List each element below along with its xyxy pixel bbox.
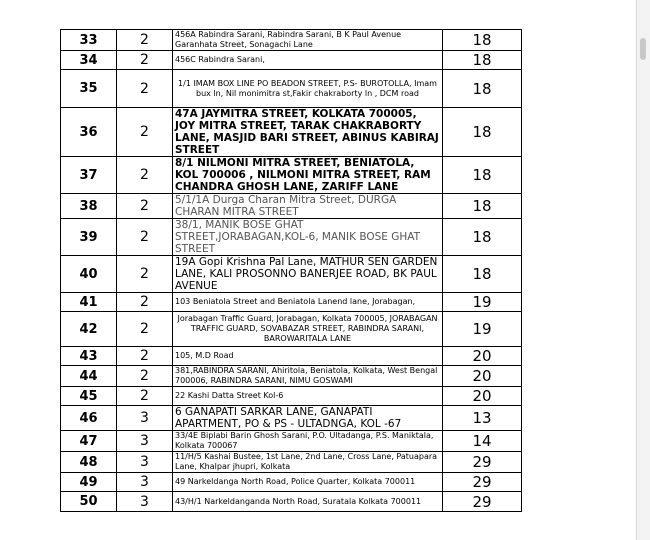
address-cell: 47A JAYMITRA STREET, KOLKATA 700005, JOY MITRA STREET, TARAK CHAKRABORTY LANE, MASJID BARI STREET, ABINUS KABIRAJ STREET — [173, 108, 443, 157]
serial-number: 39 — [61, 219, 117, 256]
serial-number: 37 — [61, 157, 117, 194]
count-cell: 18 — [443, 51, 522, 70]
count-cell: 13 — [443, 406, 522, 431]
ward-number: 3 — [117, 431, 173, 452]
serial-number: 40 — [61, 256, 117, 293]
table-row — [61, 452, 522, 473]
count-cell: 18 — [443, 108, 522, 157]
table-row — [61, 219, 522, 256]
address-cell: 381,RABINDRA SARANI, Ahiritola, Beniatola, Kolkata, West Bengal 700006, RABINDRA SARANI, NIMU GOSWAMI — [173, 366, 443, 387]
table-row — [61, 157, 522, 194]
address-cell: 11/H/5 Kashai Bustee, 1st Lane, 2nd Lane, Cross Lane, Patuapara Lane, Khalpar jhupri, Kolkata — [173, 452, 443, 473]
serial-number: 38 — [61, 194, 117, 219]
serial-number: 49 — [61, 473, 117, 492]
table-row — [61, 366, 522, 387]
table-row — [61, 70, 522, 108]
count-cell: 18 — [443, 30, 522, 51]
address-cell: 38/1, MANIK BOSE GHAT STREET,JORABAGAN,KOL-6, MANIK BOSE GHAT STREET — [173, 219, 443, 256]
table-row — [61, 473, 522, 492]
ward-number: 2 — [117, 387, 173, 406]
table-row — [61, 108, 522, 157]
ward-number: 2 — [117, 157, 173, 194]
address-cell: 456A Rabindra Sarani, Rabindra Sarani, B K Paul Avenue Garanhata Street, Sonagachi Lane — [173, 30, 443, 51]
ward-number: 2 — [117, 256, 173, 293]
serial-number: 46 — [61, 406, 117, 431]
serial-number: 36 — [61, 108, 117, 157]
ward-number: 3 — [117, 492, 173, 512]
table-row — [61, 293, 522, 312]
count-cell: 20 — [443, 366, 522, 387]
ward-number: 3 — [117, 406, 173, 431]
address-cell: 105, M.D Road — [173, 347, 443, 366]
ward-number: 2 — [117, 293, 173, 312]
scrollbar-thumb[interactable] — [640, 38, 646, 60]
table-row — [61, 387, 522, 406]
serial-number: 43 — [61, 347, 117, 366]
address-cell: 33/4E Biplabi Barin Ghosh Sarani, P.O. Ultadanga, P.S. Maniktala, Kolkata 700067 — [173, 431, 443, 452]
ward-number: 3 — [117, 473, 173, 492]
address-cell: 19A Gopi Krishna Pal Lane, MATHUR SEN GARDEN LANE, KALI PROSONNO BANERJEE ROAD, BK PAUL AVENUE — [173, 256, 443, 293]
table-row — [61, 256, 522, 293]
vertical-scrollbar[interactable] — [637, 0, 650, 540]
count-cell: 19 — [443, 293, 522, 312]
address-cell: 456C Rabindra Sarani, — [173, 51, 443, 70]
table-row — [61, 492, 522, 512]
serial-number: 35 — [61, 70, 117, 108]
serial-number: 42 — [61, 312, 117, 347]
serial-number: 50 — [61, 492, 117, 512]
count-cell: 18 — [443, 219, 522, 256]
table-row — [61, 30, 522, 51]
count-cell: 18 — [443, 70, 522, 108]
table-row — [61, 347, 522, 366]
table-row — [61, 312, 522, 347]
count-cell: 20 — [443, 347, 522, 366]
count-cell: 18 — [443, 194, 522, 219]
address-cell: 22 Kashi Datta Street Kol-6 — [173, 387, 443, 406]
serial-number: 41 — [61, 293, 117, 312]
address-cell: 8/1 NILMONI MITRA STREET, BENIATOLA, KOL 700006 , NILMONI MITRA STREET, RAM CHANDRA GHOSH LANE, ZARIFF LANE — [173, 157, 443, 194]
table-row — [61, 406, 522, 431]
ward-number: 3 — [117, 452, 173, 473]
ward-number: 2 — [117, 347, 173, 366]
count-cell: 29 — [443, 452, 522, 473]
ward-number: 2 — [117, 366, 173, 387]
ward-number: 2 — [117, 51, 173, 70]
table-row — [61, 194, 522, 219]
address-cell: 103 Beniatola Street and Beniatola Lanend lane, Jorabagan, — [173, 293, 443, 312]
ward-number: 2 — [117, 30, 173, 51]
serial-number: 47 — [61, 431, 117, 452]
address-cell: 6 GANAPATI SARKAR LANE, GANAPATI APARTMENT, PO & PS - ULTADNGA, KOL -67 — [173, 406, 443, 431]
count-cell: 29 — [443, 492, 522, 512]
address-cell: 5/1/1A Durga Charan Mitra Street, DURGA CHARAN MITRA STREET — [173, 194, 443, 219]
count-cell: 19 — [443, 312, 522, 347]
count-cell: 29 — [443, 473, 522, 492]
ward-number: 2 — [117, 219, 173, 256]
count-cell: 18 — [443, 256, 522, 293]
count-cell: 14 — [443, 431, 522, 452]
ward-number: 2 — [117, 312, 173, 347]
serial-number: 48 — [61, 452, 117, 473]
table-row — [61, 431, 522, 452]
serial-number: 34 — [61, 51, 117, 70]
count-cell: 20 — [443, 387, 522, 406]
serial-number: 33 — [61, 30, 117, 51]
ward-number: 2 — [117, 70, 173, 108]
ward-number: 2 — [117, 108, 173, 157]
address-cell: 43/H/1 Narkeldanganda North Road, Suratala Kolkata 700011 — [173, 492, 443, 512]
address-cell: Jorabagan Traffic Guard, Jorabagan, Kolkata 700005, JORABAGAN TRAFFIC GUARD, SOVABAZAR STREET, RABINDRA SARANI, BAROWARITALA LANE — [173, 312, 443, 347]
polling-station-table — [60, 29, 522, 512]
serial-number: 44 — [61, 366, 117, 387]
ward-number: 2 — [117, 194, 173, 219]
address-cell: 49 Narkeldanga North Road, Police Quarter, Kolkata 700011 — [173, 473, 443, 492]
count-cell: 18 — [443, 157, 522, 194]
address-cell: 1/1 IMAM BOX LINE PO BEADON STREET, P.S- BUROTOLLA, Imam bux ln, Nil monimitra st,Fakir chakraborty ln , DCM road — [173, 70, 443, 108]
table-row — [61, 51, 522, 70]
serial-number: 45 — [61, 387, 117, 406]
